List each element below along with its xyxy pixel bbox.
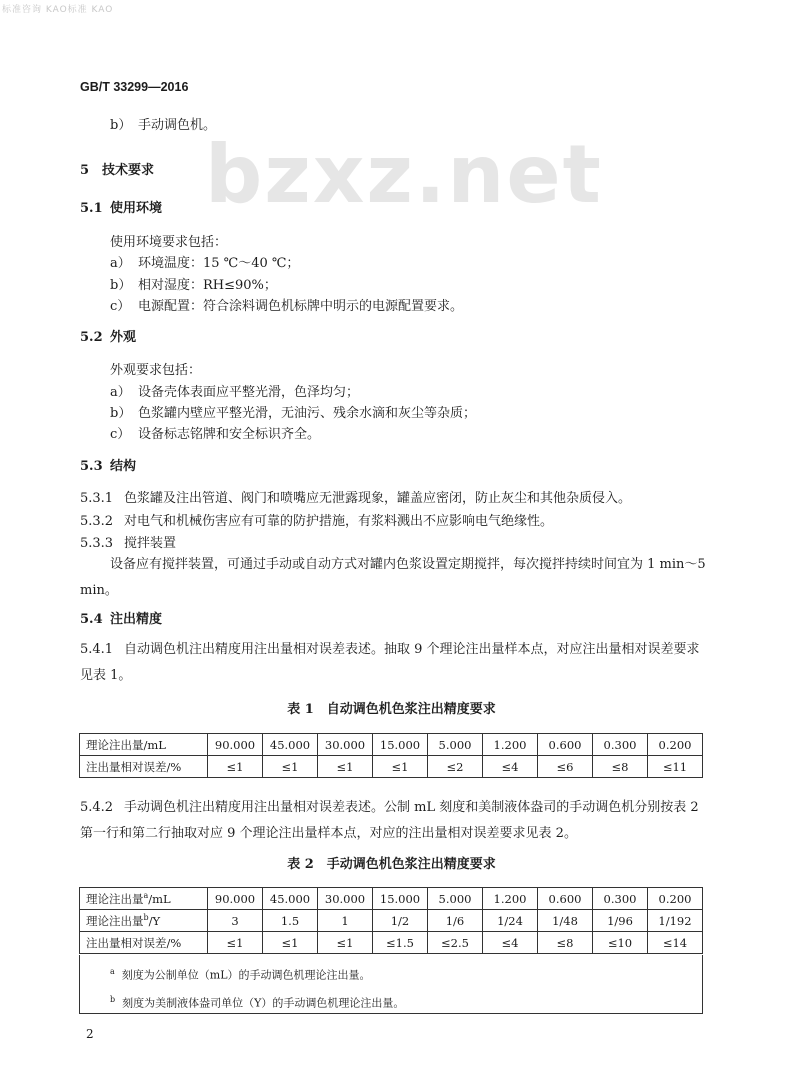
table-cell: 理论注出量$^b$/Y xyxy=(80,910,208,932)
table-cell: 15.000 xyxy=(373,734,428,756)
section-heading-5-1: 5.1 使用环境 xyxy=(80,201,163,216)
table-cell: 1.5 xyxy=(263,910,318,932)
clause-5-4-2: 5.4.2 手动调色机注出精度用注出量相对误差表述。公制 mL 刻度和美制液体盎司的手动调色机分别按表 2 第一行和第二行抽取对应 9 个理论注出量样本点，对应的注出量相对误差要求见表 2。 xyxy=(80,800,699,841)
table-cell: 45.000 xyxy=(263,734,318,756)
clause-5-3-1: 5.3.1 色浆罐及注出管道、阀门和喷嘴应无泄露现象，罐盖应密闭，防止灰尘和其他杂质侵入。 xyxy=(80,491,632,506)
table-cell: 45.000 xyxy=(263,888,318,910)
table-cell: 90.000 xyxy=(208,734,263,756)
table-cell: ≤2 xyxy=(428,756,483,778)
standard-code: GB/T 33299—2016 xyxy=(80,80,189,94)
clause-5-4-1: 5.4.1 自动调色机注出精度用注出量相对误差表述。抽取 9 个理论注出量样本点，对应注出量相对误差要求见表 1。 xyxy=(80,642,700,683)
list-item: b） 色浆罐内壁应平整光滑，无油污、残余水滴和灰尘等杂质； xyxy=(110,406,477,421)
table-cell: 1 xyxy=(318,910,373,932)
site-watermark: bzxz.net xyxy=(205,128,603,221)
table-cell: ≤1 xyxy=(263,932,318,954)
table-cell: ≤4 xyxy=(483,932,538,954)
table-row xyxy=(80,910,703,932)
table-cell: 1.200 xyxy=(483,888,538,910)
list-item: c） 设备标志铭牌和安全标识齐全。 xyxy=(110,427,321,442)
table-cell: 15.000 xyxy=(373,888,428,910)
table-row xyxy=(80,888,703,910)
table-cell: 0.600 xyxy=(538,734,593,756)
table-cell: 5.000 xyxy=(428,888,483,910)
table-cell: ≤1.5 xyxy=(373,932,428,954)
section-heading-5: 5 技术要求 xyxy=(80,163,155,178)
table-row xyxy=(80,932,703,954)
table-cell: ≤8 xyxy=(593,756,648,778)
table-cell: 注出量相对误差/% xyxy=(80,756,208,778)
table-cell: 1/24 xyxy=(483,910,538,932)
table-cell: ≤1 xyxy=(318,932,373,954)
table-cell: ≤8 xyxy=(538,932,593,954)
table2 xyxy=(79,887,703,954)
paragraph: 外观要求包括： xyxy=(110,363,202,378)
table-row xyxy=(80,734,703,756)
footnote: $^a$ 刻度为公制单位（mL）的手动调色机理论注出量。 xyxy=(110,967,371,982)
section-heading-5-2: 5.2 外观 xyxy=(80,330,137,345)
table-cell: 0.300 xyxy=(593,734,648,756)
table-cell: 3 xyxy=(208,910,263,932)
table-cell: 1/192 xyxy=(648,910,703,932)
table-cell: ≤4 xyxy=(483,756,538,778)
clause-5-3-3-heading: 5.3.3 搅拌装置 xyxy=(80,536,177,551)
table-cell: 1/96 xyxy=(593,910,648,932)
table-cell: 30.000 xyxy=(318,734,373,756)
table-cell: 90.000 xyxy=(208,888,263,910)
table-cell: 1/2 xyxy=(373,910,428,932)
table-cell: ≤1 xyxy=(208,756,263,778)
table2-footnotes xyxy=(79,955,703,1014)
table-cell: 理论注出量/mL xyxy=(80,734,208,756)
clause-5-3-2: 5.3.2 对电气和机械伤害应有可靠的防护措施，有浆料溅出不应影响电气绝缘性。 xyxy=(80,514,554,529)
clause-5-3-3-text: 设备应有搅拌装置，可通过手动或自动方式对罐内色浆设置定期搅拌，每次搅拌持续时间宜为 1 min～5 min。 xyxy=(80,557,706,598)
table-cell: ≤10 xyxy=(593,932,648,954)
list-item: b） 手动调色机。 xyxy=(110,118,217,133)
table-cell: ≤6 xyxy=(538,756,593,778)
table-cell: 理论注出量$^a$/mL xyxy=(80,888,208,910)
paragraph: 使用环境要求包括： xyxy=(110,235,228,250)
top-watermark-text: 标准咨询 KAO标准 KAO xyxy=(2,5,114,15)
table-cell: 30.000 xyxy=(318,888,373,910)
table-cell: 0.200 xyxy=(648,888,703,910)
table-cell: ≤1 xyxy=(263,756,318,778)
table-cell: 5.000 xyxy=(428,734,483,756)
section-heading-5-4: 5.4 注出精度 xyxy=(80,612,163,627)
table-cell: 1/48 xyxy=(538,910,593,932)
footnote: $^b$ 刻度为美制液体盎司单位（Y）的手动调色机理论注出量。 xyxy=(110,994,405,1010)
table-cell: ≤2.5 xyxy=(428,932,483,954)
table-cell: 0.600 xyxy=(538,888,593,910)
list-item: b） 相对湿度：RH≤90%； xyxy=(110,278,277,293)
table-cell: 1/6 xyxy=(428,910,483,932)
table-cell: ≤11 xyxy=(648,756,703,778)
table1-caption: 表 1 自动调色机色浆注出精度要求 xyxy=(287,702,496,717)
table-cell: ≤1 xyxy=(318,756,373,778)
table-row xyxy=(80,756,703,778)
table-cell: ≤1 xyxy=(373,756,428,778)
table-cell: ≤14 xyxy=(648,932,703,954)
section-heading-5-3: 5.3 结构 xyxy=(80,459,137,474)
table1 xyxy=(79,733,703,778)
page-number: 2 xyxy=(86,1027,94,1041)
list-item: c） 电源配置：符合涂料调色机标牌中明示的电源配置要求。 xyxy=(110,299,464,314)
table-cell: 0.200 xyxy=(648,734,703,756)
table-cell: 1.200 xyxy=(483,734,538,756)
list-item: a） 环境温度：15 ℃～40 ℃； xyxy=(110,256,300,271)
list-item: a） 设备壳体表面应平整光滑，色泽均匀； xyxy=(110,385,360,400)
table-cell: ≤1 xyxy=(208,932,263,954)
table-cell: 注出量相对误差/% xyxy=(80,932,208,954)
table-cell: 0.300 xyxy=(593,888,648,910)
table2-caption: 表 2 手动调色机色浆注出精度要求 xyxy=(287,857,496,872)
